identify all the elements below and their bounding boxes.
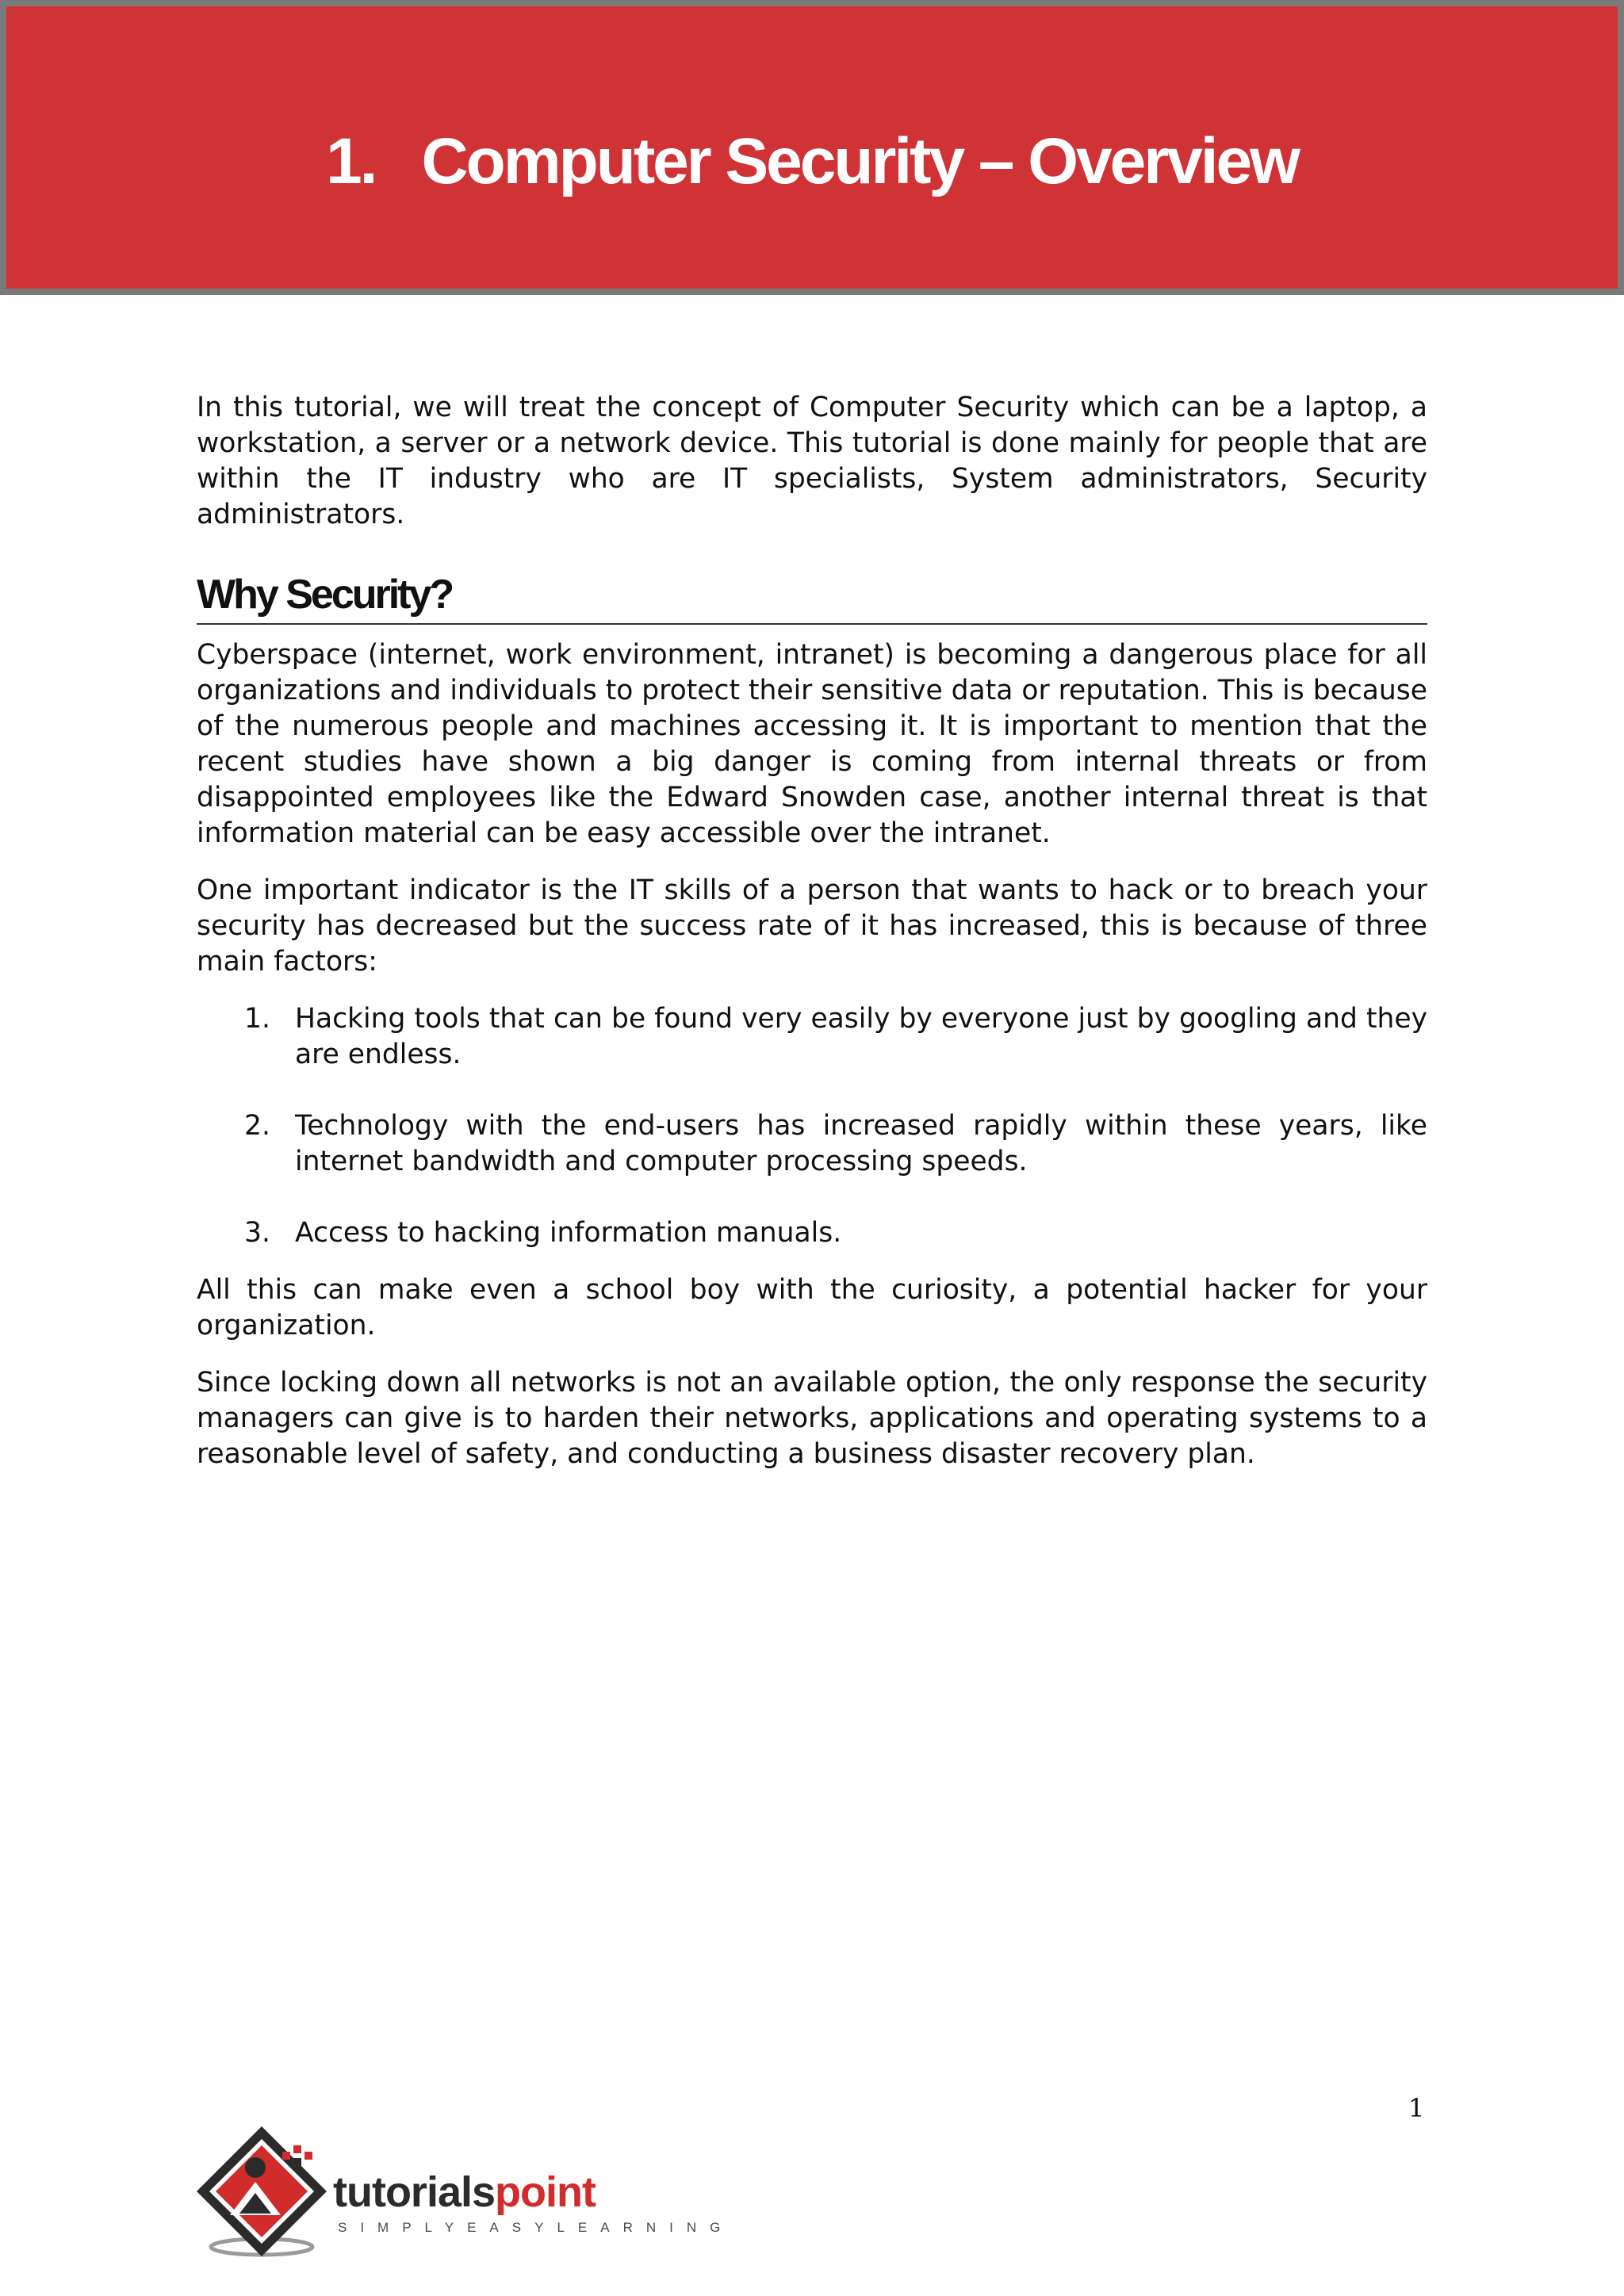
page-content: [197, 390, 1427, 1494]
paragraph-locking-down: Since locking down all networks is not an available option, the only response the security managers can give is to harden their networks, applications and operating systems to a reasonable level of safety, and conducting a business disaster recovery plan.: [197, 1367, 1427, 1470]
list-item-text: Hacking tools that can be found very easily by everyone just by googling and they are endless.: [295, 1003, 1427, 1070]
logo-tagline: SIMPLYEASYLEARNING: [338, 2220, 734, 2235]
list-item: [197, 1001, 1427, 1073]
page-number: 1: [1408, 2093, 1425, 2123]
logo-word-tutorials: tutorials: [333, 2168, 496, 2216]
paragraph-it-skills: One important indicator is the IT skills of a person that wants to hack or to breach your security has decreased but the success rate of it has increased, this is because of three main factors:: [197, 874, 1427, 978]
section-heading: Why Security?: [197, 569, 1427, 625]
chapter-banner: [0, 0, 1624, 295]
logo-emblem-icon: [193, 2122, 336, 2264]
factor-list: [197, 1001, 1427, 1251]
list-item: [197, 1215, 1427, 1251]
list-item-text: Access to hacking information manuals.: [295, 1217, 842, 1249]
chapter-number: 1.: [326, 124, 376, 197]
paragraph-school-boy: All this can make even a school boy with the curiosity, a potential hacker for your organization.: [197, 1274, 1427, 1341]
logo-wordmark: [333, 2168, 596, 2216]
intro-paragraph: In this tutorial, we will treat the concept of Computer Security which can be a laptop, a workstation, a server or a network device. This tutorial is done mainly for people that are within the IT industry who are IT specialists, System administrators, Security administrators.: [197, 392, 1427, 530]
list-item-number: 2.: [244, 1110, 270, 1142]
chapter-title-text: Computer Security – Overview: [421, 124, 1298, 197]
list-item-text: Technology with the end-users has increased rapidly within these years, like internet bandwidth and computer processing speeds.: [295, 1110, 1427, 1177]
logo-word-point: point: [495, 2168, 596, 2216]
list-item: [197, 1108, 1427, 1180]
paragraph-cyberspace: Cyberspace (internet, work environment, intranet) is becoming a dangerous place for all organizations and individuals to protect their sensitive data or reputation. This is because of the numerous people and machines accessing it. It is important to mention that the recent studies have shown a big danger is coming from internal threats or from disappointed employees like the Edward Snowden case, another internal threat is that information material can be easy accessible over the intranet.: [197, 639, 1427, 849]
list-item-number: 3.: [244, 1217, 270, 1249]
list-item-number: 1.: [244, 1003, 270, 1035]
tutorialspoint-logo: [193, 2122, 734, 2264]
chapter-title: [6, 124, 1618, 197]
